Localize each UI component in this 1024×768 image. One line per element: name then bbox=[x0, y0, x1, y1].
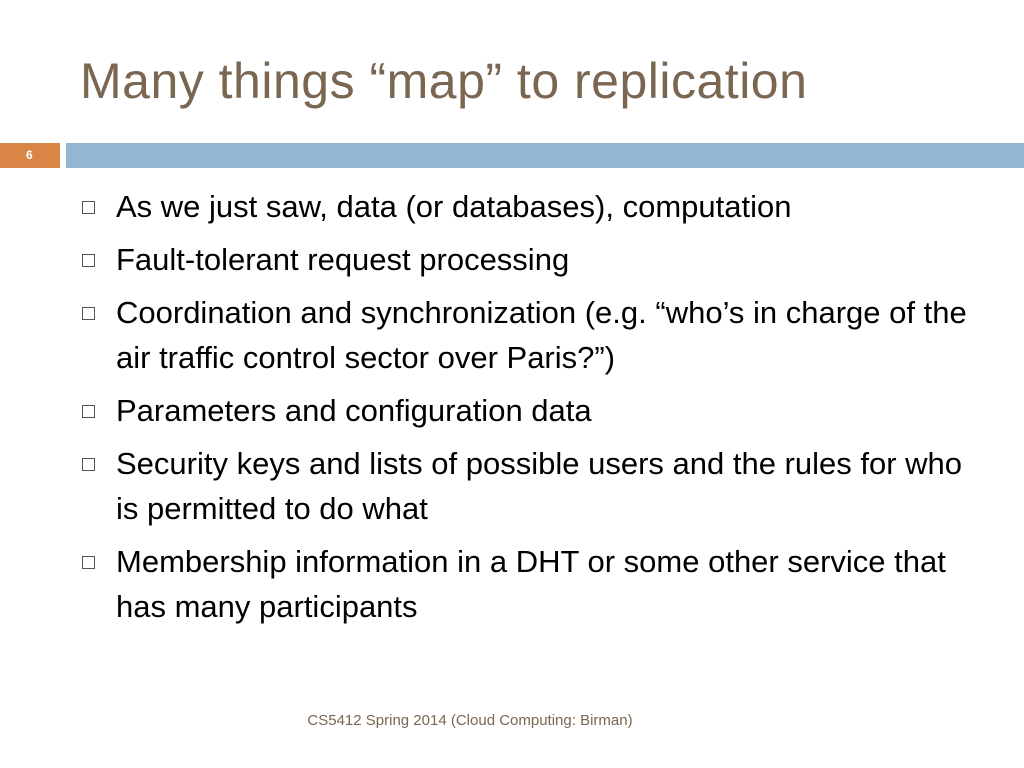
bullet-item bbox=[82, 290, 982, 380]
bullet-text: Coordination and synchronization (e.g. “who’s in charge of the air traffic control sector over Paris?”) bbox=[116, 295, 967, 375]
hollow-square-icon bbox=[82, 201, 95, 214]
bullet-item bbox=[82, 388, 982, 433]
bullet-item bbox=[82, 237, 982, 282]
bullet-list bbox=[82, 184, 982, 637]
bullet-item bbox=[82, 539, 982, 629]
slide-footer: CS5412 Spring 2014 (Cloud Computing: Birman) bbox=[307, 712, 633, 729]
slide-title: Many things “map” to replication bbox=[80, 53, 808, 109]
bullet-text: As we just saw, data (or databases), computation bbox=[116, 189, 792, 224]
bullet-text: Membership information in a DHT or some other service that has many participants bbox=[116, 544, 946, 624]
title-divider-bar bbox=[66, 143, 1024, 168]
bullet-item bbox=[82, 441, 982, 531]
hollow-square-icon bbox=[82, 556, 95, 569]
slide-number: 6 bbox=[0, 143, 60, 168]
bullet-text: Fault-tolerant request processing bbox=[116, 242, 570, 277]
hollow-square-icon bbox=[82, 307, 95, 320]
hollow-square-icon bbox=[82, 405, 95, 418]
bullet-item bbox=[82, 184, 982, 229]
hollow-square-icon bbox=[82, 254, 95, 267]
bullet-text: Parameters and configuration data bbox=[116, 393, 592, 428]
hollow-square-icon bbox=[82, 458, 95, 471]
bullet-text: Security keys and lists of possible users and the rules for who is permitted to do what bbox=[116, 446, 963, 526]
